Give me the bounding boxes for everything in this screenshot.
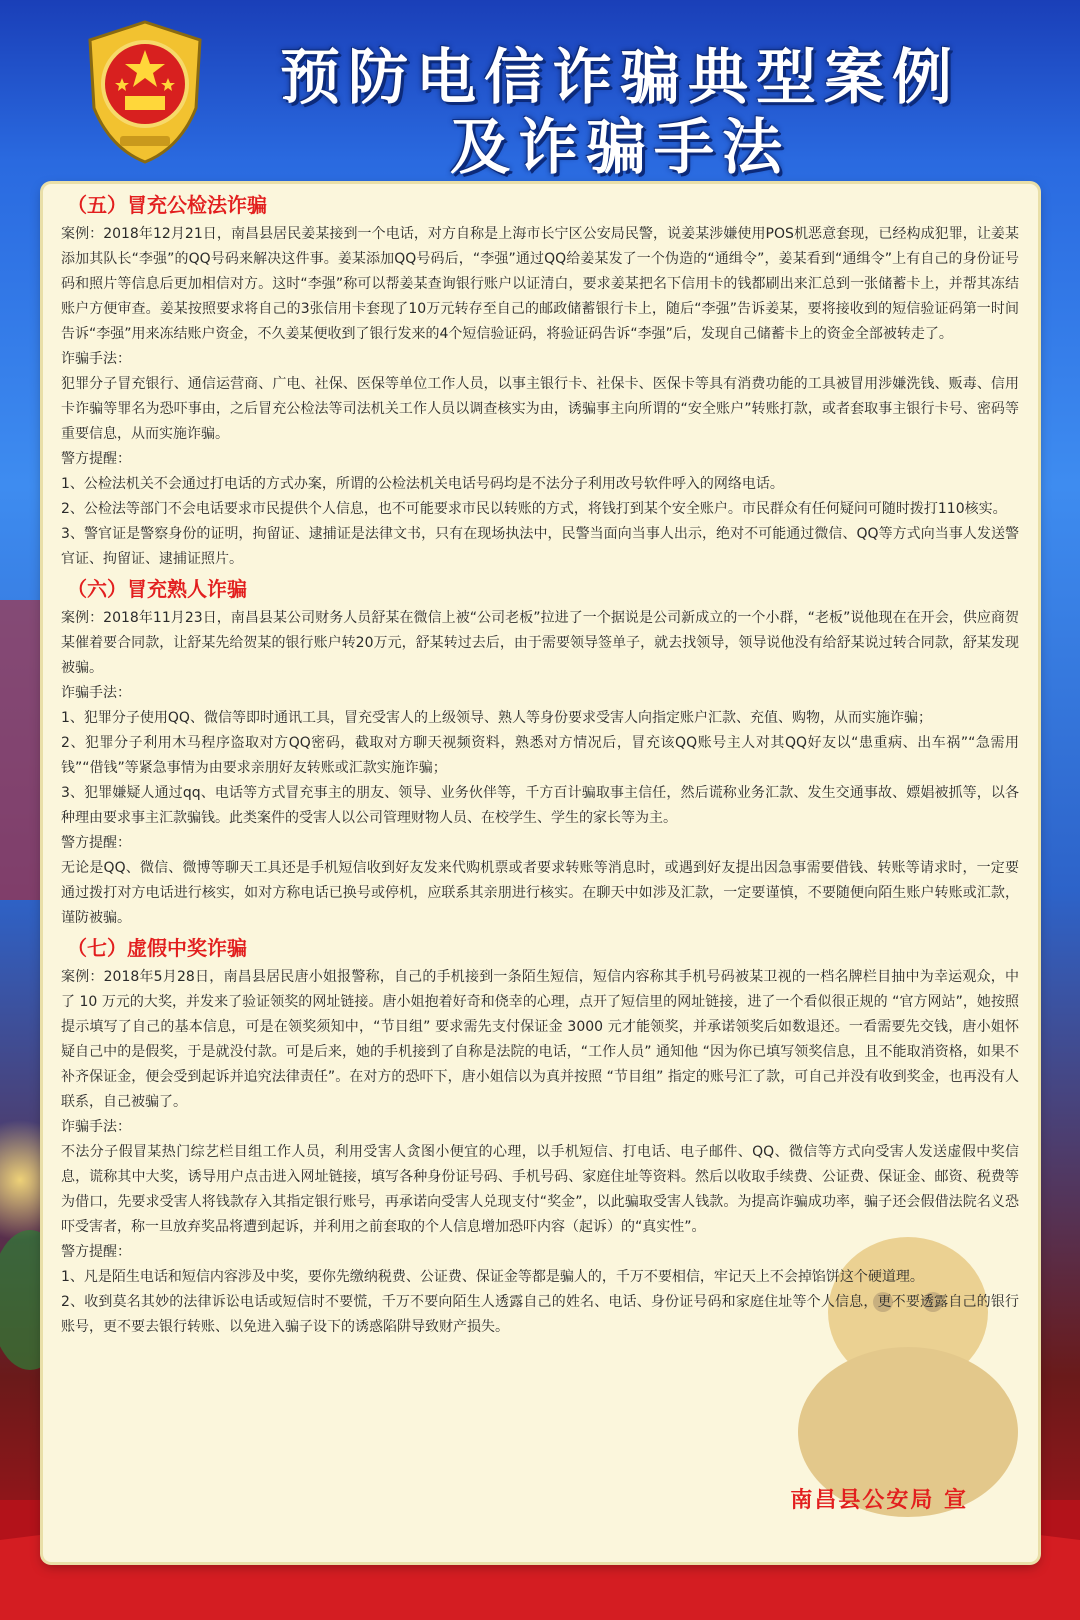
warning-item: 1、公检法机关不会通过打电话的方式办案，所谓的公检法机关电话号码均是不法分子利用改号软件呼入的网络电话。 — [61, 476, 784, 492]
section-title: （七）虚假中奖诈骗 — [67, 936, 247, 960]
case-text: 案例：2018年12月21日，南昌县居民姜某接到一个电话，对方自称是上海市长宁区公安局民警，说姜某涉嫌使用POS机恶意套现，已经构成犯罪，让姜某添加其队长“李强”的QQ号码来解决这件事。姜某添加QQ号码后，“李强”通过QQ给姜某发了一个伪造的“通缉令”，姜某看到“通缉令”上有自己的身份证号码和照片等信息后更加相信对方。这时“李强”称可以帮姜某查询银行账户以证清白，要求姜某把名下信用卡的钱都刷出来汇总到一张储蓄卡上，并帮其冻结账户方便审查。姜某按照要求将自己的3张信用卡套现了10万元转存至自己的邮政储蓄银行卡上，随后“李强”告诉姜某，要将接收到的短信验证码第一时间告诉“李强”用来冻结账户资金，不久姜某便收到了银行发来的4个短信验证码，将验证码告诉“李强”后，发现自己储蓄卡上的资金全部被转走了。 — [61, 226, 1019, 342]
issuer-credit: 南昌县公安局 宣 — [790, 1488, 968, 1513]
method-text: 不法分子假冒某热门综艺栏目组工作人员，利用受害人贪图小便宜的心理，以手机短信、打电话、电子邮件、QQ、微信等方式向受害人发送虚假中奖信息，谎称其中大奖，诱导用户点击进入网址链接，填写各种身份证号码、手机号码、家庭住址等资料。然后以收取手续费、公证费、保证金、邮资、税费等为借口，先要求受害人将钱款存入其指定银行账号，再承诺向受害人兑现支付“奖金”，以此骗取受害人钱款。为提高诈骗成功率，骗子还会假借法院名义恐吓受害者，称一旦放弃奖品将遭到起诉，并利用之前套取的个人信息增加恐吓内容（起诉）的“真实性”。 — [61, 1144, 1019, 1235]
method-text: 犯罪分子冒充银行、通信运营商、广电、社保、医保等单位工作人员，以事主银行卡、社保卡、医保卡等具有消费功能的工具被冒用涉嫌洗钱、贩毒、信用卡诈骗等罪名为恐吓事由，之后冒充公检法等司法机关工作人员以调查核实为由，诱骗事主向所谓的“安全账户”转账打款，或者套取事主银行卡号、密码等重要信息，从而实施诈骗。 — [61, 376, 1019, 442]
warning-item: 2、收到莫名其妙的法律诉讼电话或短信时不要慌，千万不要向陌生人透露自己的姓名、电话、身份证号码和家庭住址等个人信息，更不要透露自己的银行账号，更不要去银行转账、以免进入骗子设下的诱惑陷阱导致财产损失。 — [61, 1294, 1019, 1335]
method-item: 1、犯罪分子使用QQ、微信等即时通讯工具，冒充受害人的上级领导、熟人等身份要求受害人向指定账户汇款、充值、购物，从而实施诈骗； — [61, 710, 932, 726]
section-fake-acquaintance — [61, 572, 1019, 931]
section-fake-prize — [61, 931, 1019, 1340]
police-emblem-icon — [80, 18, 210, 166]
warning-item: 2、公检法等部门不会电话要求市民提供个人信息，也不可能要求市民以转账的方式，将钱打到某个安全账户。市民群众有任何疑问可随时拨打110核实。 — [61, 501, 1007, 517]
content-panel — [43, 184, 1038, 1562]
warning-label: 警方提醒： — [61, 835, 131, 851]
warning-label: 警方提醒： — [61, 451, 131, 467]
header — [0, 0, 1080, 185]
method-item: 3、犯罪嫌疑人通过qq、电话等方式冒充事主的朋友、领导、业务伙伴等，千方百计骗取事主信任，然后谎称业务汇款、发生交通事故、嫖娼被抓等，以各种理由要求事主汇款骗钱。此类案件的受害人以公司管理财物人员、在校学生、学生的家长等为主。 — [61, 785, 1019, 826]
warning-label: 警方提醒： — [61, 1244, 131, 1260]
case-text: 案例：2018年5月28日，南昌县居民唐小姐报警称，自己的手机接到一条陌生短信，短信内容称其手机号码被某卫视的一档名牌栏目抽中为幸运观众，中了 10 万元的大奖，并发来了验证领奖的网址链接。唐小姐抱着好奇和侥幸的心理，点开了短信里的网址链接，进了一个看似很正规的 “官方网站”，她按照提示填写了自己的基本信息，可是在领奖须知中，“节目组” 要求需先支付保证金 3000 元才能领奖，并承诺领奖后如数退还。一看需要先交钱，唐小姐怀疑自己中的是假奖，于是就没付款。可是后来，她的手机接到了自称是法院的电话，“工作人员” 通知他 “因为你已填写领奖信息，且不能取消资格，如果不补齐保证金，便会受到起诉并追究法律责任”。在对方的恐吓下，唐小姐信以为真并按照 “节目组” 指定的账号汇了款，可自己并没有收到奖金，也再没有人联系，自己被骗了。 — [61, 969, 1019, 1110]
warning-item: 3、警官证是警察身份的证明，拘留证、逮捕证是法律文书，只有在现场执法中，民警当面向当事人出示，绝对不可能通过微信、QQ等方式向当事人发送警官证、拘留证、逮捕证照片。 — [61, 526, 1019, 567]
warning-item: 无论是QQ、微信、微博等聊天工具还是手机短信收到好友发来代购机票或者要求转账等消息时，或遇到好友提出因急事需要借钱、转账等请求时，一定要通过拨打对方电话进行核实，如对方称电话已换号或停机，应联系其亲朋进行核实。在聊天中如涉及汇款，一定要谨慎，不要随便向陌生账户转账或汇款，谨防被骗。 — [61, 860, 1019, 926]
method-item: 2、犯罪分子利用木马程序盗取对方QQ密码，截取对方聊天视频资料，熟悉对方情况后，冒充该QQ账号主人对其QQ好友以“患重病、出车祸”“急需用钱”“借钱”等紧急事情为由要求亲朋好友转账或汇款实施诈骗； — [61, 735, 1019, 776]
method-label: 诈骗手法： — [61, 685, 131, 701]
method-label: 诈骗手法： — [61, 1119, 131, 1135]
section-fake-police — [61, 188, 1019, 572]
section-title: （六）冒充熟人诈骗 — [67, 577, 247, 601]
page-title-line1: 预防电信诈骗典型案例 — [280, 43, 960, 113]
section-title: （五）冒充公检法诈骗 — [67, 193, 267, 217]
method-label: 诈骗手法： — [61, 351, 131, 367]
page-title-line2: 及诈骗手法 — [450, 113, 790, 183]
warning-item: 1、凡是陌生电话和短信内容涉及中奖，要你先缴纳税费、公证费、保证金等都是骗人的，千万不要相信，牢记天上不会掉馅饼这个硬道理。 — [61, 1269, 924, 1285]
case-text: 案例：2018年11月23日，南昌县某公司财务人员舒某在微信上被“公司老板”拉进了一个据说是公司新成立的一个小群，“老板”说他现在在开会，供应商贺某催着要合同款，让舒某先给贺某的银行账户转20万元，舒某转过去后，由于需要领导签单子，就去找领导，领导说他没有给舒某说过转合同款，舒某发现被骗。 — [61, 610, 1019, 676]
article-content — [61, 188, 1019, 1340]
